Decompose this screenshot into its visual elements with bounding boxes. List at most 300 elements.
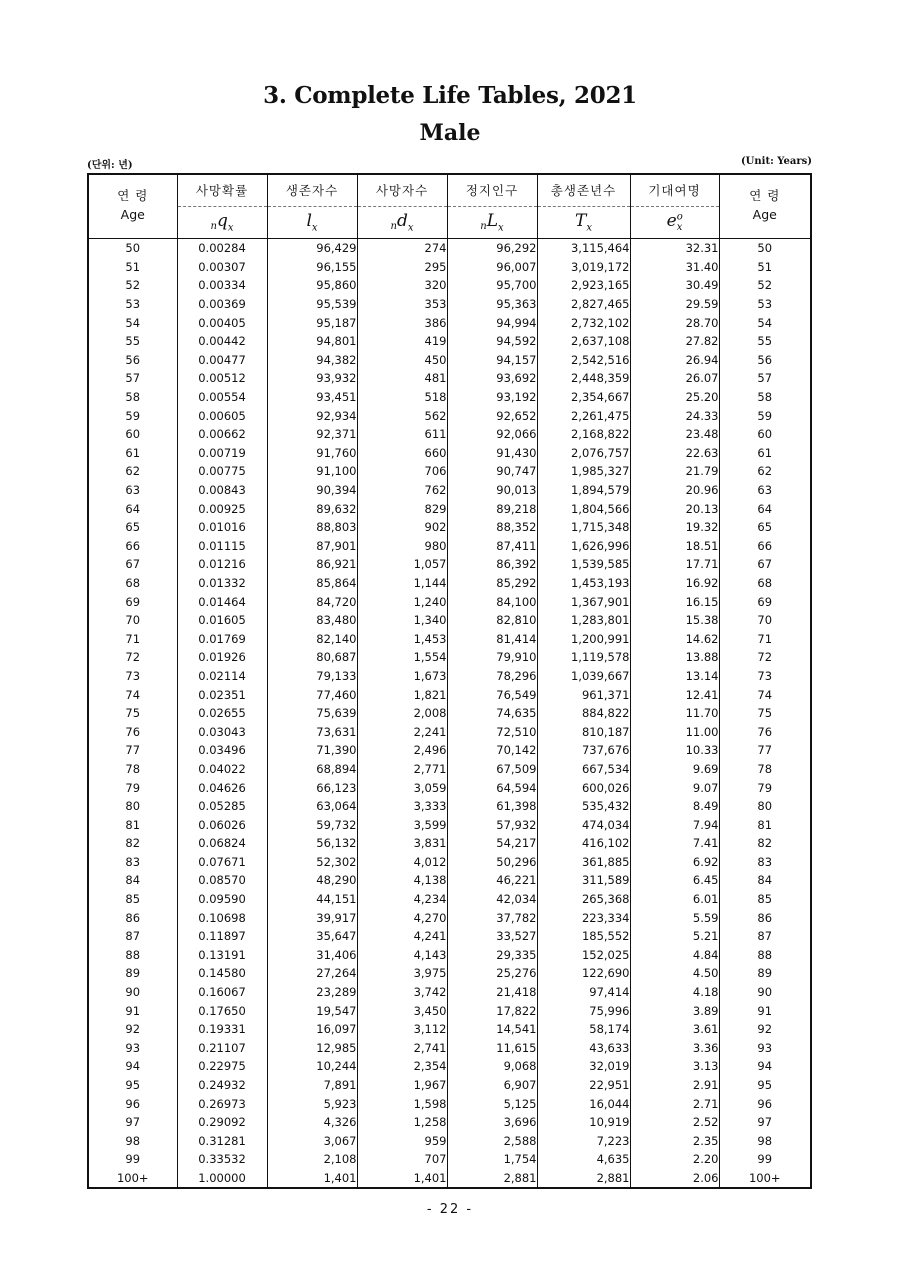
cell-ex: 6.45 bbox=[630, 871, 719, 890]
cell-age: 73 bbox=[125, 668, 141, 683]
cell-age-right: 50 bbox=[719, 239, 811, 258]
header-death-probability: 사망확률 bbox=[177, 174, 267, 206]
cell-Tx: 1,039,667 bbox=[537, 667, 630, 686]
table-row bbox=[88, 629, 811, 648]
life-table bbox=[87, 173, 812, 1189]
cell-Tx: 1,453,193 bbox=[537, 574, 630, 593]
cell-nLx: 5,125 bbox=[447, 1094, 537, 1113]
cell-age: 82 bbox=[125, 836, 141, 851]
cell-lx: 1,401 bbox=[267, 1169, 357, 1189]
cell-nLx: 85,292 bbox=[447, 574, 537, 593]
cell-age: 83 bbox=[125, 854, 141, 869]
table-row bbox=[88, 258, 811, 277]
table-row bbox=[88, 406, 811, 425]
cell-ex: 5.59 bbox=[630, 908, 719, 927]
cell-lx: 10,244 bbox=[267, 1057, 357, 1076]
header-survivors: 생존자수 bbox=[267, 174, 357, 206]
cell-nqx: 0.00284 bbox=[177, 239, 267, 258]
cell-lx: 66,123 bbox=[267, 778, 357, 797]
cell-nLx: 95,700 bbox=[447, 276, 537, 295]
table-row bbox=[88, 555, 811, 574]
cell-nLx: 96,292 bbox=[447, 239, 537, 258]
cell-Tx: 43,633 bbox=[537, 1039, 630, 1058]
cell-ex: 19.32 bbox=[630, 518, 719, 537]
cell-age: 86 bbox=[125, 910, 141, 925]
cell-age: 93 bbox=[125, 1040, 141, 1055]
cell-ndx: 4,270 bbox=[357, 908, 447, 927]
cell-lx: 94,382 bbox=[267, 351, 357, 370]
cell-nLx: 72,510 bbox=[447, 722, 537, 741]
table-row bbox=[88, 499, 811, 518]
cell-ndx: 902 bbox=[357, 518, 447, 537]
cell-lx: 92,371 bbox=[267, 425, 357, 444]
cell-age-right: 86 bbox=[719, 908, 811, 927]
table-row bbox=[88, 351, 811, 370]
table-row bbox=[88, 927, 811, 946]
table-row bbox=[88, 871, 811, 890]
cell-ex: 14.62 bbox=[630, 629, 719, 648]
cell-age: 98 bbox=[125, 1133, 141, 1148]
cell-age-right: 98 bbox=[719, 1132, 811, 1151]
table-row bbox=[88, 741, 811, 760]
cell-ndx: 1,258 bbox=[357, 1113, 447, 1132]
cell-nLx: 91,430 bbox=[447, 444, 537, 463]
symbol-nqx: $nq_x$ bbox=[177, 206, 267, 239]
cell-age-right: 97 bbox=[719, 1113, 811, 1132]
cell-nqx: 0.17650 bbox=[177, 1001, 267, 1020]
cell-ex: 27.82 bbox=[630, 332, 719, 351]
cell-age: 94 bbox=[125, 1059, 141, 1074]
header-age-korean-left: 연 령 bbox=[117, 188, 149, 203]
cell-nqx: 0.33532 bbox=[177, 1150, 267, 1169]
cell-nqx: 0.00442 bbox=[177, 332, 267, 351]
cell-age-right: 52 bbox=[719, 276, 811, 295]
cell-nqx: 0.01605 bbox=[177, 611, 267, 630]
table-row bbox=[88, 1150, 811, 1169]
unit-label-english: (Unit: Years) bbox=[740, 156, 812, 167]
cell-age: 78 bbox=[125, 761, 141, 776]
cell-ndx: 611 bbox=[357, 425, 447, 444]
cell-nqx: 0.24932 bbox=[177, 1076, 267, 1095]
cell-ndx: 3,975 bbox=[357, 964, 447, 983]
cell-nqx: 0.07671 bbox=[177, 853, 267, 872]
cell-nLx: 78,296 bbox=[447, 667, 537, 686]
table-row bbox=[88, 704, 811, 723]
cell-Tx: 1,539,585 bbox=[537, 555, 630, 574]
cell-Tx: 535,432 bbox=[537, 797, 630, 816]
cell-ndx: 959 bbox=[357, 1132, 447, 1151]
cell-age-right: 59 bbox=[719, 406, 811, 425]
cell-ex: 6.92 bbox=[630, 853, 719, 872]
table-row bbox=[88, 276, 811, 295]
cell-nLx: 74,635 bbox=[447, 704, 537, 723]
cell-lx: 87,901 bbox=[267, 537, 357, 556]
cell-nqx: 0.01115 bbox=[177, 537, 267, 556]
cell-ndx: 518 bbox=[357, 388, 447, 407]
cell-nqx: 0.02114 bbox=[177, 667, 267, 686]
cell-age-right: 62 bbox=[719, 462, 811, 481]
cell-nLx: 1,754 bbox=[447, 1150, 537, 1169]
table-row bbox=[88, 1094, 811, 1113]
table-body bbox=[88, 239, 811, 1189]
header-age-korean-right: 연 령 bbox=[719, 174, 811, 206]
header-stationary-population: 정지인구 bbox=[447, 174, 537, 206]
cell-Tx: 2,732,102 bbox=[537, 313, 630, 332]
cell-age-right: 100+ bbox=[719, 1169, 811, 1189]
cell-lx: 48,290 bbox=[267, 871, 357, 890]
symbol-lx: $l_x$ bbox=[267, 206, 357, 239]
cell-age-right: 82 bbox=[719, 834, 811, 853]
cell-ndx: 295 bbox=[357, 258, 447, 277]
cell-age: 85 bbox=[125, 892, 141, 907]
cell-ndx: 2,741 bbox=[357, 1039, 447, 1058]
cell-nqx: 0.09590 bbox=[177, 890, 267, 909]
cell-Tx: 4,635 bbox=[537, 1150, 630, 1169]
cell-lx: 90,394 bbox=[267, 481, 357, 500]
cell-Tx: 32,019 bbox=[537, 1057, 630, 1076]
cell-nqx: 0.01769 bbox=[177, 629, 267, 648]
cell-lx: 93,932 bbox=[267, 369, 357, 388]
cell-nqx: 0.01464 bbox=[177, 592, 267, 611]
header-deaths: 사망자수 bbox=[357, 174, 447, 206]
cell-nqx: 0.03496 bbox=[177, 741, 267, 760]
table-row bbox=[88, 853, 811, 872]
table-row bbox=[88, 908, 811, 927]
cell-nLx: 46,221 bbox=[447, 871, 537, 890]
cell-lx: 86,921 bbox=[267, 555, 357, 574]
cell-ex: 17.71 bbox=[630, 555, 719, 574]
cell-ex: 31.40 bbox=[630, 258, 719, 277]
table-row bbox=[88, 295, 811, 314]
table-row bbox=[88, 946, 811, 965]
cell-ndx: 481 bbox=[357, 369, 447, 388]
table-row bbox=[88, 1057, 811, 1076]
cell-nqx: 0.00843 bbox=[177, 481, 267, 500]
table-row bbox=[88, 722, 811, 741]
cell-ndx: 1,967 bbox=[357, 1076, 447, 1095]
cell-ex: 22.63 bbox=[630, 444, 719, 463]
cell-nqx: 0.14580 bbox=[177, 964, 267, 983]
cell-age: 70 bbox=[125, 613, 141, 628]
cell-ndx: 4,143 bbox=[357, 946, 447, 965]
cell-lx: 39,917 bbox=[267, 908, 357, 927]
cell-ex: 29.59 bbox=[630, 295, 719, 314]
cell-ex: 9.07 bbox=[630, 778, 719, 797]
cell-nqx: 1.00000 bbox=[177, 1169, 267, 1189]
cell-nLx: 87,411 bbox=[447, 537, 537, 556]
cell-lx: 94,801 bbox=[267, 332, 357, 351]
cell-Tx: 3,019,172 bbox=[537, 258, 630, 277]
cell-nqx: 0.19331 bbox=[177, 1020, 267, 1039]
cell-Tx: 884,822 bbox=[537, 704, 630, 723]
cell-age: 90 bbox=[125, 985, 141, 1000]
cell-ndx: 4,012 bbox=[357, 853, 447, 872]
cell-ex: 3.13 bbox=[630, 1057, 719, 1076]
cell-age: 59 bbox=[125, 408, 141, 423]
cell-Tx: 75,996 bbox=[537, 1001, 630, 1020]
cell-ex: 16.92 bbox=[630, 574, 719, 593]
cell-nqx: 0.04626 bbox=[177, 778, 267, 797]
table-row bbox=[88, 481, 811, 500]
cell-ex: 11.70 bbox=[630, 704, 719, 723]
cell-nqx: 0.01332 bbox=[177, 574, 267, 593]
table-row bbox=[88, 239, 811, 258]
cell-Tx: 10,919 bbox=[537, 1113, 630, 1132]
cell-nqx: 0.06824 bbox=[177, 834, 267, 853]
cell-ex: 7.94 bbox=[630, 815, 719, 834]
cell-age: 75 bbox=[125, 706, 141, 721]
cell-age-right: 96 bbox=[719, 1094, 811, 1113]
cell-age: 77 bbox=[125, 743, 141, 758]
cell-age-right: 63 bbox=[719, 481, 811, 500]
table-row bbox=[88, 760, 811, 779]
cell-lx: 35,647 bbox=[267, 927, 357, 946]
table-row bbox=[88, 332, 811, 351]
table-row bbox=[88, 797, 811, 816]
cell-lx: 92,934 bbox=[267, 406, 357, 425]
cell-age-right: 83 bbox=[719, 853, 811, 872]
cell-nLx: 84,100 bbox=[447, 592, 537, 611]
cell-lx: 23,289 bbox=[267, 983, 357, 1002]
cell-age: 92 bbox=[125, 1022, 141, 1037]
table-row bbox=[88, 778, 811, 797]
cell-age-right: 99 bbox=[719, 1150, 811, 1169]
cell-nLx: 2,881 bbox=[447, 1169, 537, 1189]
cell-ex: 9.69 bbox=[630, 760, 719, 779]
cell-ex: 26.07 bbox=[630, 369, 719, 388]
cell-ndx: 1,453 bbox=[357, 629, 447, 648]
cell-nqx: 0.11897 bbox=[177, 927, 267, 946]
cell-age-right: 93 bbox=[719, 1039, 811, 1058]
cell-ndx: 762 bbox=[357, 481, 447, 500]
cell-Tx: 2,542,516 bbox=[537, 351, 630, 370]
cell-nqx: 0.01926 bbox=[177, 648, 267, 667]
cell-nLx: 94,157 bbox=[447, 351, 537, 370]
cell-ex: 24.33 bbox=[630, 406, 719, 425]
cell-nLx: 96,007 bbox=[447, 258, 537, 277]
cell-age-right: 94 bbox=[719, 1057, 811, 1076]
cell-age-right: 54 bbox=[719, 313, 811, 332]
cell-Tx: 2,637,108 bbox=[537, 332, 630, 351]
cell-age: 79 bbox=[125, 780, 141, 795]
cell-ex: 16.15 bbox=[630, 592, 719, 611]
table-row bbox=[88, 611, 811, 630]
cell-Tx: 223,334 bbox=[537, 908, 630, 927]
cell-nLx: 9,068 bbox=[447, 1057, 537, 1076]
cell-ndx: 1,144 bbox=[357, 574, 447, 593]
cell-nLx: 25,276 bbox=[447, 964, 537, 983]
cell-nqx: 0.00719 bbox=[177, 444, 267, 463]
cell-Tx: 2,448,359 bbox=[537, 369, 630, 388]
table-row bbox=[88, 1039, 811, 1058]
cell-ndx: 562 bbox=[357, 406, 447, 425]
cell-nqx: 0.13191 bbox=[177, 946, 267, 965]
cell-nqx: 0.00662 bbox=[177, 425, 267, 444]
cell-nqx: 0.05285 bbox=[177, 797, 267, 816]
table-row bbox=[88, 1020, 811, 1039]
cell-age-right: 87 bbox=[719, 927, 811, 946]
page-title: 3. Complete Life Tables, 2021 bbox=[263, 82, 637, 109]
cell-age: 96 bbox=[125, 1096, 141, 1111]
cell-age: 100+ bbox=[116, 1170, 149, 1185]
cell-age: 53 bbox=[125, 297, 141, 312]
cell-lx: 19,547 bbox=[267, 1001, 357, 1020]
cell-Tx: 2,354,667 bbox=[537, 388, 630, 407]
cell-ex: 15.38 bbox=[630, 611, 719, 630]
cell-ndx: 386 bbox=[357, 313, 447, 332]
cell-nLx: 88,352 bbox=[447, 518, 537, 537]
cell-Tx: 2,261,475 bbox=[537, 406, 630, 425]
cell-age-right: 78 bbox=[719, 760, 811, 779]
cell-ex: 4.18 bbox=[630, 983, 719, 1002]
cell-nLx: 93,692 bbox=[447, 369, 537, 388]
cell-age-right: 88 bbox=[719, 946, 811, 965]
cell-age: 61 bbox=[125, 445, 141, 460]
cell-nLx: 11,615 bbox=[447, 1039, 537, 1058]
header-total-person-years: 총생존년수 bbox=[537, 174, 630, 206]
cell-nLx: 86,392 bbox=[447, 555, 537, 574]
cell-lx: 96,155 bbox=[267, 258, 357, 277]
cell-nqx: 0.00605 bbox=[177, 406, 267, 425]
cell-lx: 95,860 bbox=[267, 276, 357, 295]
cell-ndx: 3,059 bbox=[357, 778, 447, 797]
cell-ndx: 1,673 bbox=[357, 667, 447, 686]
cell-age-right: 61 bbox=[719, 444, 811, 463]
cell-Tx: 1,894,579 bbox=[537, 481, 630, 500]
cell-ex: 7.41 bbox=[630, 834, 719, 853]
cell-ex: 26.94 bbox=[630, 351, 719, 370]
cell-nLx: 95,363 bbox=[447, 295, 537, 314]
cell-nqx: 0.06026 bbox=[177, 815, 267, 834]
cell-age: 50 bbox=[125, 241, 141, 256]
cell-age: 68 bbox=[125, 575, 141, 590]
table-row bbox=[88, 1169, 811, 1189]
cell-lx: 3,067 bbox=[267, 1132, 357, 1151]
cell-age-right: 53 bbox=[719, 295, 811, 314]
cell-age-right: 76 bbox=[719, 722, 811, 741]
table-row bbox=[88, 1132, 811, 1151]
cell-ndx: 450 bbox=[357, 351, 447, 370]
cell-age-right: 92 bbox=[719, 1020, 811, 1039]
cell-nLx: 70,142 bbox=[447, 741, 537, 760]
cell-nLx: 33,527 bbox=[447, 927, 537, 946]
cell-ndx: 3,450 bbox=[357, 1001, 447, 1020]
cell-Tx: 1,804,566 bbox=[537, 499, 630, 518]
cell-ex: 6.01 bbox=[630, 890, 719, 909]
cell-age-right: 70 bbox=[719, 611, 811, 630]
cell-nLx: 90,013 bbox=[447, 481, 537, 500]
cell-nLx: 81,414 bbox=[447, 629, 537, 648]
cell-nLx: 6,907 bbox=[447, 1076, 537, 1095]
table-row bbox=[88, 518, 811, 537]
cell-age: 95 bbox=[125, 1078, 141, 1093]
table-row bbox=[88, 313, 811, 332]
cell-nqx: 0.02351 bbox=[177, 685, 267, 704]
cell-nqx: 0.00775 bbox=[177, 462, 267, 481]
cell-ndx: 1,240 bbox=[357, 592, 447, 611]
cell-nqx: 0.26973 bbox=[177, 1094, 267, 1113]
cell-nLx: 89,218 bbox=[447, 499, 537, 518]
cell-lx: 80,687 bbox=[267, 648, 357, 667]
cell-ex: 4.84 bbox=[630, 946, 719, 965]
cell-age: 51 bbox=[125, 259, 141, 274]
cell-ndx: 2,496 bbox=[357, 741, 447, 760]
cell-lx: 89,632 bbox=[267, 499, 357, 518]
table-row bbox=[88, 890, 811, 909]
cell-nqx: 0.22975 bbox=[177, 1057, 267, 1076]
cell-age: 62 bbox=[125, 464, 141, 479]
cell-ex: 20.96 bbox=[630, 481, 719, 500]
cell-ndx: 3,742 bbox=[357, 983, 447, 1002]
cell-lx: 7,891 bbox=[267, 1076, 357, 1095]
cell-nLx: 50,296 bbox=[447, 853, 537, 872]
cell-ndx: 1,598 bbox=[357, 1094, 447, 1113]
cell-Tx: 600,026 bbox=[537, 778, 630, 797]
cell-age: 56 bbox=[125, 352, 141, 367]
cell-nLx: 92,066 bbox=[447, 425, 537, 444]
cell-age: 58 bbox=[125, 390, 141, 405]
cell-nqx: 0.31281 bbox=[177, 1132, 267, 1151]
cell-age-right: 60 bbox=[719, 425, 811, 444]
cell-Tx: 1,367,901 bbox=[537, 592, 630, 611]
cell-lx: 16,097 bbox=[267, 1020, 357, 1039]
cell-nqx: 0.29092 bbox=[177, 1113, 267, 1132]
cell-age-right: 56 bbox=[719, 351, 811, 370]
cell-age-right: 72 bbox=[719, 648, 811, 667]
cell-age-right: 64 bbox=[719, 499, 811, 518]
cell-ex: 2.91 bbox=[630, 1076, 719, 1095]
cell-ndx: 1,401 bbox=[357, 1169, 447, 1189]
cell-nqx: 0.04022 bbox=[177, 760, 267, 779]
cell-Tx: 961,371 bbox=[537, 685, 630, 704]
cell-age-right: 57 bbox=[719, 369, 811, 388]
table-row bbox=[88, 964, 811, 983]
cell-ex: 8.49 bbox=[630, 797, 719, 816]
cell-Tx: 1,626,996 bbox=[537, 537, 630, 556]
cell-ex: 10.33 bbox=[630, 741, 719, 760]
table-row bbox=[88, 1076, 811, 1095]
cell-lx: 91,760 bbox=[267, 444, 357, 463]
cell-nqx: 0.00477 bbox=[177, 351, 267, 370]
cell-ndx: 1,057 bbox=[357, 555, 447, 574]
cell-ndx: 353 bbox=[357, 295, 447, 314]
cell-ex: 32.31 bbox=[630, 239, 719, 258]
cell-age: 66 bbox=[125, 538, 141, 553]
cell-nLx: 82,810 bbox=[447, 611, 537, 630]
cell-nLx: 61,398 bbox=[447, 797, 537, 816]
cell-lx: 91,100 bbox=[267, 462, 357, 481]
cell-Tx: 810,187 bbox=[537, 722, 630, 741]
cell-ex: 2.06 bbox=[630, 1169, 719, 1189]
cell-nLx: 79,910 bbox=[447, 648, 537, 667]
cell-nLx: 94,592 bbox=[447, 332, 537, 351]
cell-ex: 18.51 bbox=[630, 537, 719, 556]
cell-ndx: 1,340 bbox=[357, 611, 447, 630]
cell-nqx: 0.00512 bbox=[177, 369, 267, 388]
cell-Tx: 474,034 bbox=[537, 815, 630, 834]
cell-nqx: 0.01016 bbox=[177, 518, 267, 537]
table-row bbox=[88, 537, 811, 556]
cell-Tx: 1,715,348 bbox=[537, 518, 630, 537]
cell-Tx: 58,174 bbox=[537, 1020, 630, 1039]
symbol-Tx: $T_x$ bbox=[537, 206, 630, 239]
cell-age-right: 75 bbox=[719, 704, 811, 723]
cell-age-right: 95 bbox=[719, 1076, 811, 1095]
cell-lx: 2,108 bbox=[267, 1150, 357, 1169]
cell-nLx: 29,335 bbox=[447, 946, 537, 965]
cell-nLx: 76,549 bbox=[447, 685, 537, 704]
cell-nqx: 0.00405 bbox=[177, 313, 267, 332]
